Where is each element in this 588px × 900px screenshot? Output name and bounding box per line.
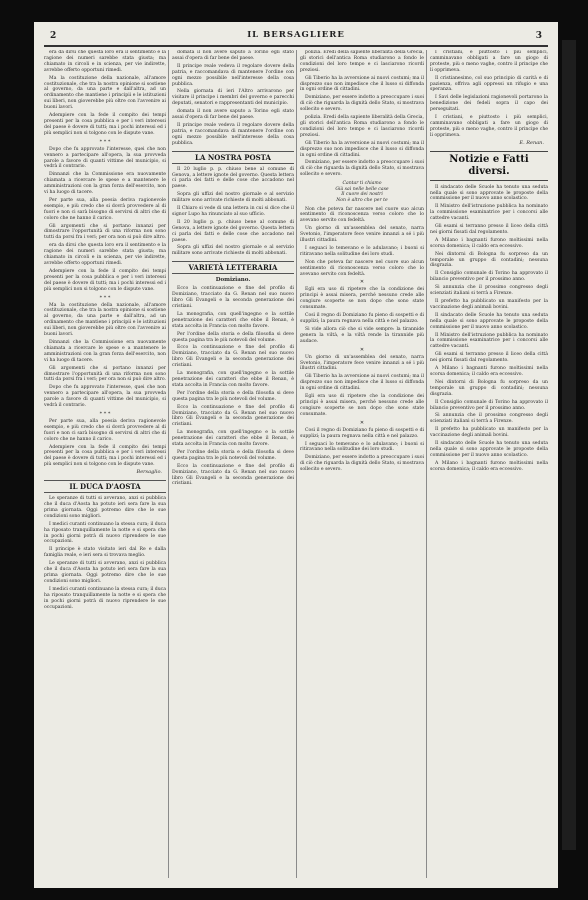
newspaper-page — [34, 22, 558, 888]
poem-line: Il cuore dei nostri — [341, 192, 383, 198]
article-paragraph: Domiziano, per essere indotto a preoccupare i suoi di ciò che riguarda la dignità dello Stato, si mostrava sollecito e severo. — [300, 455, 424, 473]
scan-edge — [562, 40, 576, 850]
header-rule — [44, 45, 548, 47]
article-paragraph: Dinnanzi che la Commissione era nuovamente chiamata a ricercare le spese e a mantenere le amministrazioni con la gran forza dell'esercito, non vi ha luogo di tacere. — [44, 339, 166, 363]
article-paragraph: I Savi delle legislazioni ragionevoli portarono la benedizione dei fedeli sopra il capo dei perseguitati. — [430, 95, 548, 113]
poem-quote — [300, 181, 424, 203]
article-paragraph: Le speranze di tutti si avverano, anzi si pubblica che il duca d'Aosta ha potuto ieri sera fare la sua prima giornata. Oggi potremo dire che le sue condizioni sono migliori. — [44, 561, 166, 584]
article-paragraph: Così il regno di Domiziano fu pieno di sospetti e di supplizi; la paura regnava nella città e nel palazzo. — [300, 427, 424, 439]
article-paragraph: Il Chiaro si vede di una lettera in cui si dice che il signor Lupo ha rinunciato al suo ufficio. — [172, 206, 294, 217]
article-paragraph: Gli Tiberio ha la avversione ai nuovi costumi; ma il disprezzo suo non impedisce che il lusso si diffonda in ogni ordine di cittadini. — [300, 374, 424, 392]
separator: ✕ — [359, 279, 365, 286]
page-number-left: 2 — [50, 31, 57, 41]
article-paragraph: I seguaci lo temevano e lo adulavano; i buoni si ritiravano nella solitudine dei loro studi. — [300, 441, 424, 453]
article-paragraph: polizia. Eredi della sapiente liberalità della Grecia, gli storici dell'antica Roma studiarono a fondo le condizioni del loro tempo e ci lasciarono ricordi preziosi. — [300, 50, 424, 73]
page-header — [44, 30, 548, 44]
article-paragraph: Ecco la continuazione e fine del profilo di Domiziano, tracciato da G. Renan nel suo nuovo libro Gli Evangeli e la seconda generazione dei cristiani. — [172, 345, 294, 369]
article-paragraph: Egli era uso di ripetere che la condizione dei principi è assai misera, perché nessuno crede alle congiure scoperte se non dopo che sono state consumate. — [300, 394, 424, 417]
column-divider — [168, 50, 169, 878]
article-paragraph: La monografia, con quell'ingegno e la sottile penetrazione dei caratteri che ebbe il Renan, è stata accolta in Francia con molto favore. — [172, 311, 294, 329]
news-item: A Milano i bagnanti furono moltissimi nella scorsa domenica; il caldo era eccessivo. — [430, 460, 548, 472]
news-item: Gli esami si terranno presso il liceo della città nei giorni fissati dal regolamento. — [430, 224, 548, 235]
section-title: Notizie e Fatti diversi. — [430, 151, 548, 181]
article-paragraph: Il principe reale vedeva il regolare dovere della patria, e raccomandava di mantenere l'ordine con ogni mezzo possibile nell'interesse della cosa pubblica. — [172, 63, 294, 87]
article-paragraph: Adempiere con la fede il compito dei tempi presenti per la cosa pubblica e per i veri interessi del paese è dovere di tutti; ma i pochi interessi ed i più semplici non si tolgono con le dispute vane. — [44, 113, 166, 136]
article-paragraph: Gli Tiberio ha la avversione ai nuovi costumi; ma il disprezzo suo non impedisce che il lusso si diffonda in ogni ordine di cittadini. — [300, 75, 424, 93]
section-title: VARIETÀ LETTERARIA — [172, 261, 294, 274]
news-item: Il Consiglio comunale di Torino ha approvato il bilancio preventivo per il prossimo anno. — [430, 399, 548, 411]
article-paragraph: Per l'ordine della storia e della filosofia si deve questa pagina tra le più notevoli del volume. — [172, 331, 294, 343]
article-paragraph: domata il non avere saputo a Torino egli stato assai d'opera di far bene del paese. — [172, 50, 294, 61]
article-subtitle: Domiziano. — [215, 277, 251, 284]
column-4 — [430, 50, 548, 880]
article-paragraph: polizia. Eredi della sapiente liberalità della Grecia, gli storici dell'antica Roma studiarono a fondo le condizioni del loro tempo e ci lasciarono ricordi preziosi. — [300, 115, 424, 138]
article-paragraph: Dinnanzi che la Commissione era nuovamente chiamata a ricercare le spese e a mantenere le amministrazioni con la gran forza dell'esercito, non vi ha luogo di tacere. — [44, 172, 166, 196]
news-item: Nei dintorni di Bologna fu sorpreso da un temporale un gruppo di contadini; nessuna disgrazia. — [430, 251, 548, 269]
article-paragraph: era da dirsi che questa loro era il sentimento e la ragione dei numeri sarebbe stata giusta; ma chiamato in circoli e in scienza, per vie indirette, avrebbe offerto opportuni rimedi. — [44, 243, 166, 266]
article-paragraph: Ma la costituzione della nazionale, all'amore costituzionale, che tra la nostra opinione si sostiene al governo, da una parte e dall'altra, ad un ordinamento che mantiene i principii e le istituzioni sui liberi, non gioverebbe più oltre con l'avvenire ai buoni lavori. — [44, 75, 166, 111]
news-item: A Milano i bagnanti furono moltissimi nella scorsa domenica; il caldo era eccessivo. — [430, 237, 548, 249]
article-paragraph: Così il regno di Domiziano fu pieno di sospetti e di supplizi; la paura regnava nella città e nel palazzo. — [300, 313, 424, 324]
article-paragraph: Gli argomenti che si portano innanzi per dimostrare l'opportunità di una riforma non sono tutti da porsi fra i veri; per ora non si può dire altro. — [44, 223, 166, 241]
poem-line: Non è altro che per te — [336, 197, 388, 203]
column-1 — [44, 50, 166, 880]
article-paragraph: Per l'ordine della storia e della filosofia si deve questa pagina tra le più notevoli del volume. — [172, 449, 294, 461]
article-paragraph: Per parte sua, alla poesia deriva ragionevole esempio, e più credo che si dovrà provvedere al di fuori e non ci sarà bisogno di servirsi di altri che di coloro che ne hanno il carico. — [44, 197, 166, 221]
newspaper-title: IL BERSAGLIERE — [247, 30, 345, 40]
news-item: Si annunzia che il prossimo congresso degli scienziati italiani si terrà a Firenze. — [430, 285, 548, 297]
article-paragraph: Ecco la continuazione e fine del profilo di Domiziano, tracciato da G. Renan nel suo nuovo libro Gli Evangeli e la seconda generazione dei cristiani. — [172, 404, 294, 428]
article-paragraph: Domiziano, per essere indotto a preoccupare i suoi di ciò che riguarda la dignità dello Stato, si mostrava sollecito e severo. — [300, 160, 424, 178]
column-2 — [172, 50, 294, 880]
poem-line: Cantar ti chiamo — [342, 181, 382, 187]
news-item: Il Ministro dell'istruzione pubblica ha nominato la commissione esaminatrice per i concorsi alle cattedre vacanti. — [430, 204, 548, 222]
article-paragraph: Per parte sua, alla poesia deriva ragionevole esempio, e più credo che si dovrà provvedere al di fuori e non ci sarà bisogno di servirsi di altri che di coloro che ne hanno il carico. — [44, 418, 166, 442]
separator: * * * — [99, 294, 111, 301]
article-paragraph: Non che poteva far nascere nel cuore suo alcun sentimento di riconoscenza verso coloro che lo avevano servito con fedeltà. — [300, 259, 424, 277]
article-paragraph: Il 20 luglio p. p. chiuso bene al comune di Genova, a lettere ignote del governo. Questa lettera ci parla dei fatti e delle cose che accadono nel paese. — [172, 166, 294, 190]
article-paragraph: I medici curanti continuano la stessa cura; il duca ha riposato tranquillamente la notte e si spera che in pochi giorni potrà di nuovo riprendere le sue occupazioni. — [44, 586, 166, 610]
page-number-right: 3 — [535, 31, 542, 41]
poem-line: Già sai nelle belle case — [335, 186, 389, 192]
article-paragraph: Non che poteva far nascere nel cuore suo alcun sentimento di riconoscenza verso coloro che lo avevano servito con fedeltà. — [300, 206, 424, 224]
article-signature: E. Renan. — [519, 139, 544, 146]
article-paragraph: Gli Tiberio ha la avversione ai nuovi costumi; ma il disprezzo suo non impedisce che il lusso si diffonda in ogni ordine di cittadini. — [300, 140, 424, 158]
article-paragraph: Egli era uso di ripetere che la condizione dei principi è assai misera, perché nessuno crede alle congiure scoperte se non dopo che sono state consumate. — [300, 287, 424, 311]
news-item: Gli esami si terranno presso il liceo della città nei giorni fissati dal regolamento. — [430, 352, 548, 364]
article-paragraph: Dopo che fu approvato l'interesse, quei che non vennero a partecipare all'opera, la sua provveda parole a favore di quanti vittime del municipio, si vedrà il contrario. — [44, 385, 166, 409]
news-item: A Milano i bagnanti furono moltissimi nella scorsa domenica; il caldo era eccessivo. — [430, 366, 548, 377]
news-item: Si annunzia che il prossimo congresso degli scienziati italiani si terrà a Firenze. — [430, 413, 548, 425]
article-paragraph: Per l'ordine della storia e della filosofia si deve questa pagina tra le più notevoli del volume. — [172, 390, 294, 402]
article-paragraph: La monografia, con quell'ingegno e la sottile penetrazione dei caratteri che ebbe il Renan, è stata accolta in Francia con molto favore. — [172, 371, 294, 388]
article-signature: Bersaglio. — [136, 469, 162, 476]
article-paragraph: Sopra gli uffizi del nostro giornale e al servizio militare sono arrivate richieste di molti abbonati. — [172, 245, 294, 257]
article-paragraph: Il cristianesimo, col suo principio di carità e di pazienza, offriva agli oppressi un rifugio e una speranza. — [430, 75, 548, 93]
news-item: Il prefetto ha pubblicato un manifesto per la vaccinazione degli animali bovini. — [430, 299, 548, 310]
news-item: Il sindacato delle Scuole ha tenuto una seduta nella quale si sono approvate le proposte della commissione per il nuovo anno scolastico. — [430, 441, 548, 458]
separator: * * * — [99, 410, 111, 417]
article-paragraph: Ma la costituzione della nazionale, all'amore costituzionale, che tra la nostra opinione si sostiene al governo, da una parte e dall'altra, ad un ordinamento che mantiene i principii e le istituzioni sui liberi, non gioverebbe più oltre con l'avvenire ai buoni lavori. — [44, 302, 166, 338]
news-item: Il Ministro dell'istruzione pubblica ha nominato la commissione esaminatrice per i concorsi alle cattedre vacanti. — [430, 332, 548, 350]
article-paragraph: Ecco la continuazione e fine del profilo di Domiziano, tracciato da G. Renan nel suo nuovo libro Gli Evangeli e la seconda generazione dei cristiani. — [172, 463, 294, 487]
article-paragraph: domata il non avere saputo a Torino egli stato assai d'opera di far bene del paese. — [172, 109, 294, 121]
article-paragraph: Un giorno di un'assemblea del senato, narra Svetonio, l'imperatore fece venire innanzi a sé i più illustri cittadini. — [300, 226, 424, 244]
article-paragraph: La monografia, con quell'ingegno e la sottile penetrazione dei caratteri che ebbe il Renan, è stata accolta in Francia con molto favore. — [172, 430, 294, 448]
article-paragraph: Il 20 luglio p. p. chiuso bene al comune di Genova, a lettere ignote del governo. Questa lettera ci parla dei fatti e delle cose che accadono nel paese. — [172, 219, 294, 243]
news-item: Il prefetto ha pubblicato un manifesto per la vaccinazione degli animali bovini. — [430, 427, 548, 439]
article-paragraph: Le speranze di tutti si avverano, anzi si pubblica che il duca d'Aosta ha potuto ieri sera fare la sua prima giornata. Oggi potremo dire che le sue condizioni sono migliori. — [44, 496, 166, 519]
article-paragraph: Nella giornata di ieri l'Altro arrivarono per visitare il principe i membri del governo e parecchi deputati, senatori e rappresentanti del municipio. — [172, 89, 294, 107]
article-paragraph: I cristiani, e piuttosto i più semplici, camminavano obbligati a fare un giogo di proteste, più o meno vaghe, contro il principe che li opprimeva. — [430, 50, 548, 73]
article-paragraph: I seguaci lo temevano e lo adulavano; i buoni si ritiravano nella solitudine dei loro studi. — [300, 245, 424, 257]
article-paragraph: Ecco la continuazione e fine del profilo di Domiziano, tracciato da G. Renan nel suo nuovo libro Gli Evangeli e la seconda generazione dei cristiani. — [172, 286, 294, 309]
article-paragraph: Si vide allora ciò che si vide sempre: la tirannide genera la viltà, e la viltà rende la tirannide più audace. — [300, 326, 424, 344]
separator: ✕ — [359, 419, 365, 426]
separator: * * * — [99, 138, 111, 145]
article-paragraph: Adempiere con la fede il compito dei tempi presenti per la cosa pubblica e per i veri interessi del paese è dovere di tutti; ma i pochi interessi ed i più semplici non si tolgono con le dispute vane. — [44, 444, 166, 468]
news-item: Il Consiglio comunale di Torino ha approvato il bilancio preventivo per il prossimo anno. — [430, 271, 548, 283]
article-paragraph: Domiziano, per essere indotto a preoccupare i suoi di ciò che riguarda la dignità dello Stato, si mostrava sollecito e severo. — [300, 95, 424, 113]
article-paragraph: I medici curanti continuano la stessa cura; il duca ha riposato tranquillamente la notte e si spera che in pochi giorni potrà di nuovo riprendere le sue occupazioni. — [44, 521, 166, 545]
article-paragraph: Un giorno di un'assemblea del senato, narra Svetonio, l'imperatore fece venire innanzi a sé i più illustri cittadini. — [300, 354, 424, 372]
article-paragraph: era da dirsi che questa loro era il sentimento e la ragione dei numeri sarebbe stata giusta; ma chiamato in circoli e in scienza, per vie indirette, avrebbe offerto opportuni rimedi. — [44, 50, 166, 73]
column-divider — [296, 50, 297, 878]
article-paragraph: I cristiani, e piuttosto i più semplici, camminavano obbligati a fare un giogo di proteste, più o meno vaghe, contro il principe che li opprimeva. — [430, 115, 548, 138]
news-item: Il sindacato delle Scuole ha tenuto una seduta nella quale si sono approvate le proposte della commissione per il nuovo anno scolastico. — [430, 184, 548, 202]
article-paragraph: Gli argomenti che si portano innanzi per dimostrare l'opportunità di una riforma non sono tutti da porsi fra i veri; per ora non si può dire altro. — [44, 365, 166, 383]
article-paragraph: Sopra gli uffizi del nostro giornale e al servizio militare sono arrivate richieste di molti abbonati. — [172, 192, 294, 204]
article-paragraph: Dopo che fu approvato l'interesse, quei che non vennero a partecipare all'opera, la sua provveda parole a favore di quanti vittime del municipio, si vedrà il contrario. — [44, 146, 166, 170]
section-title: IL DUCA D'AOSTA — [44, 480, 166, 493]
article-paragraph: Il principe reale vedeva il regolare dovere della patria, e raccomandava di mantenere l'ordine con ogni mezzo possibile nell'interesse della cosa pubblica. — [172, 122, 294, 146]
article-paragraph: Adempiere con la fede il compito dei tempi presenti per la cosa pubblica e per i veri interessi del paese è dovere di tutti; ma i pochi interessi ed i più semplici non si tolgono con le dispute vane. — [44, 268, 166, 292]
news-item: Nei dintorni di Bologna fu sorpreso da un temporale un gruppo di contadini; nessuna disgrazia. — [430, 379, 548, 397]
article-paragraph: Il principe è stato visitato ieri dal Re e dalla famiglia reale, e ieri sera si trovava meglio. — [44, 547, 166, 559]
separator: ✕ — [359, 346, 365, 353]
column-3 — [300, 50, 424, 880]
section-title: LA NOSTRA POSTA — [172, 151, 294, 164]
column-divider — [426, 50, 427, 878]
news-item: Il sindacato delle Scuole ha tenuto una seduta nella quale si sono approvate le proposte della commissione per il nuovo anno scolastico. — [430, 312, 548, 330]
